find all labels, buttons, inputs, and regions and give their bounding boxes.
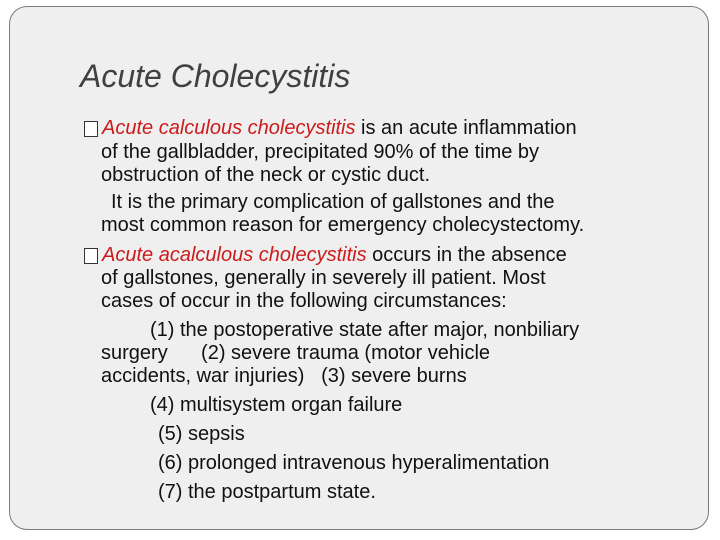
- bullet2-line10: (7) the postpartum state.: [158, 481, 376, 503]
- bullet2-line9: (6) prolonged intravenous hyperalimentation: [158, 452, 550, 474]
- slide-title: Acute Cholecystitis: [80, 58, 351, 94]
- bullet2-line5: surgery (2) severe trauma (motor vehicle: [101, 342, 491, 364]
- bullet2-line6: accidents, war injuries) (3) severe burns: [101, 365, 467, 387]
- term-acute-acalculous: Acute acalculous cholecystitis: [102, 244, 367, 266]
- bullet2-line4: (1) the postoperative state after major, nonbiliary: [150, 319, 580, 341]
- bullet2-line8: (5) sepsis: [158, 423, 245, 445]
- bullet1-line1: [102, 117, 577, 140]
- bullet1-line4: It is the primary complication of gallstones and the: [111, 191, 555, 213]
- bullet2-line7: (4) multisystem organ failure: [150, 394, 403, 416]
- bullet1-line3: obstruction of the neck or cystic duct.: [101, 164, 431, 186]
- bullet-box-icon: [84, 248, 98, 264]
- bullet2-line1: [102, 244, 567, 267]
- bullet2-line2: of gallstones, generally in severely ill patient. Most: [101, 267, 546, 289]
- bullet1-line5: most common reason for emergency cholecystectomy.: [101, 214, 585, 236]
- bullet1-line2: of the gallbladder, precipitated 90% of the time by: [101, 141, 540, 163]
- bullet2-line1-rest: occurs in the absence: [366, 244, 567, 266]
- bullet1-line1-rest: is an acute inflammation: [355, 117, 577, 139]
- bullet-box-icon: [84, 121, 98, 137]
- bullet2-line3: cases of occur in the following circumstances:: [101, 290, 507, 312]
- term-acute-calculous: Acute calculous cholecystitis: [102, 117, 356, 139]
